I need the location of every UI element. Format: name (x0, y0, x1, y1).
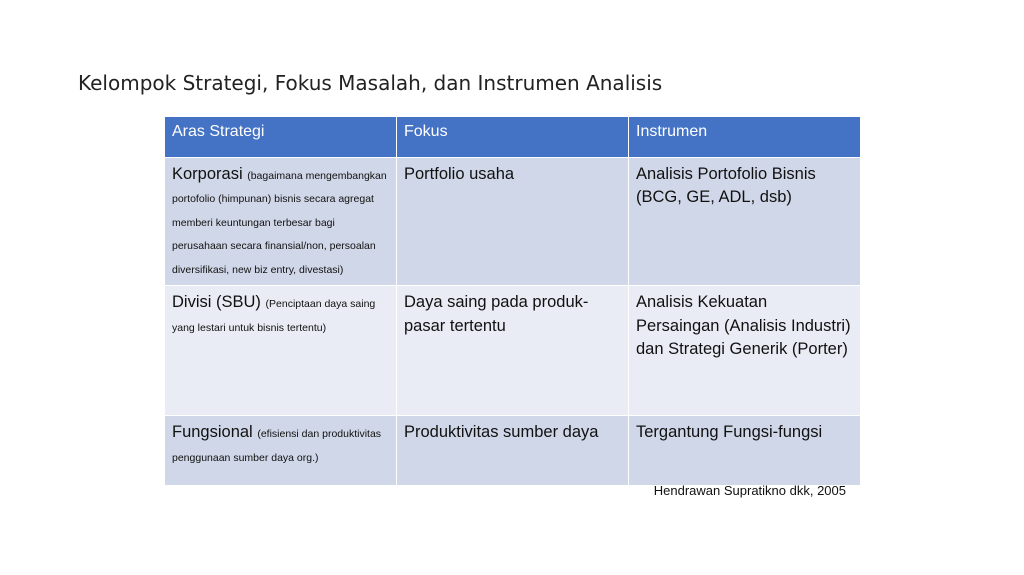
cell-instrument: Analisis Portofolio Bisnis (BCG, GE, ADL, dsb) (629, 158, 861, 286)
table-row (165, 416, 861, 486)
level-label: Korporasi (172, 165, 243, 183)
table-row (165, 158, 861, 286)
level-label: Divisi (SBU) (172, 293, 261, 312)
cell-focus: Produktivitas sumber daya (397, 416, 629, 486)
header-aras-strategi: Aras Strategi (165, 117, 397, 158)
cell-focus: Portfolio usaha (397, 158, 629, 286)
table-row (165, 286, 861, 416)
cell-level (165, 416, 397, 486)
cell-level (165, 286, 397, 416)
citation: Hendrawan Supratikno dkk, 2005 (653, 483, 846, 498)
header-fokus: Fokus (397, 117, 629, 158)
slide-title: Kelompok Strategi, Fokus Masalah, dan Instrumen Analisis (78, 71, 663, 95)
cell-focus: Daya saing pada produk-pasar tertentu (397, 286, 629, 416)
level-note: (Penciptaan daya saing yang lestari untuk bisnis tertentu) (172, 298, 376, 334)
level-note: (bagaimana mengembangkan portofolio (himpunan) bisnis secara agregat memberi keuntungan terbesar bagi perusahaan secara finansial/non, persoalan diversifikasi, new biz entry, divestasi) (172, 170, 387, 276)
cell-instrument: Analisis Kekuatan Persaingan (Analisis Industri) dan Strategi Generik (Porter) (629, 286, 861, 416)
level-note: (efisiensi dan produktivitas penggunaan sumber daya org.) (172, 428, 382, 464)
cell-level (165, 158, 397, 286)
level-label: Fungsional (172, 423, 253, 442)
strategy-table (164, 116, 861, 486)
table-header-row (165, 117, 861, 158)
cell-instrument: Tergantung Fungsi-fungsi (629, 416, 861, 486)
header-instrumen: Instrumen (629, 117, 861, 158)
